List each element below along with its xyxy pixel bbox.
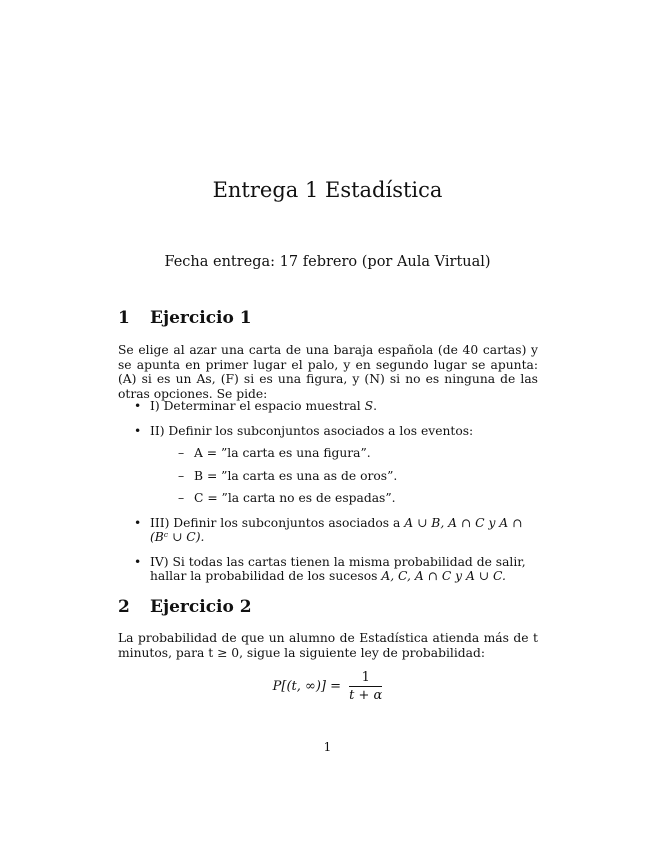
list-item (134, 399, 538, 414)
item-math: A ∪ B, A ∩ C y A ∩ (Bᶜ ∪ C). (150, 515, 523, 544)
formula-fraction (349, 670, 382, 703)
item-text: III) Definir los subconjuntos asociados a (150, 515, 405, 530)
probability-formula (0, 670, 655, 703)
formula-numerator: 1 (349, 670, 382, 687)
section-heading-1 (118, 308, 252, 328)
sublist-item: – C = ”la carta no es de espadas”. (150, 491, 538, 506)
item-text-end: . (373, 399, 377, 413)
item-text: II) Definir los subconjuntos asociados a los eventos: (150, 423, 474, 438)
formula-lhs: P[(t, ∞)] = (272, 679, 342, 694)
item-text: I) Determinar el espacio muestral (150, 399, 365, 413)
sublist-item: – B = ”la carta es una as de oros”. (150, 469, 538, 484)
exercise-2-intro: La probabilidad de que un alumno de Estadística atienda más de t minutos, para t ≥ 0, sigue la siguiente ley de probabilidad: (118, 631, 538, 660)
formula-denominator: t + α (349, 688, 383, 703)
item-text: IV) Si todas las cartas tienen la misma probabilidad de salir, hallar la probabilidad de los sucesos (150, 554, 526, 583)
document-title: Entrega 1 Estadística (212, 178, 443, 202)
exercise-1-list (134, 399, 538, 594)
sublist-item: – A = ”la carta es una figura”. (150, 446, 538, 461)
item-math: S (364, 399, 374, 413)
section-title: Ejercicio 1 (150, 308, 252, 328)
page-number: 1 (323, 740, 332, 754)
date-line: Fecha entrega: 17 febrero (por Aula Virtual) (164, 254, 491, 270)
section-title: Ejercicio 2 (150, 597, 252, 617)
section-number: 2 (118, 597, 130, 617)
list-item (134, 424, 538, 506)
section-number: 1 (118, 308, 130, 328)
section-heading-2 (118, 597, 252, 617)
list-item (134, 516, 538, 545)
item-math: A, C, A ∩ C y A ∪ C. (381, 569, 506, 583)
sublist (150, 446, 538, 506)
exercise-1-intro: Se elige al azar una carta de una baraja española (de 40 cartas) y se apunta en primer lugar el palo, y en segundo lugar se apunta: (A) si es un As, (F) si es una figura, y (N) si no es ninguna de las otras opciones. Se pide: (118, 343, 538, 401)
list-item (134, 555, 538, 584)
